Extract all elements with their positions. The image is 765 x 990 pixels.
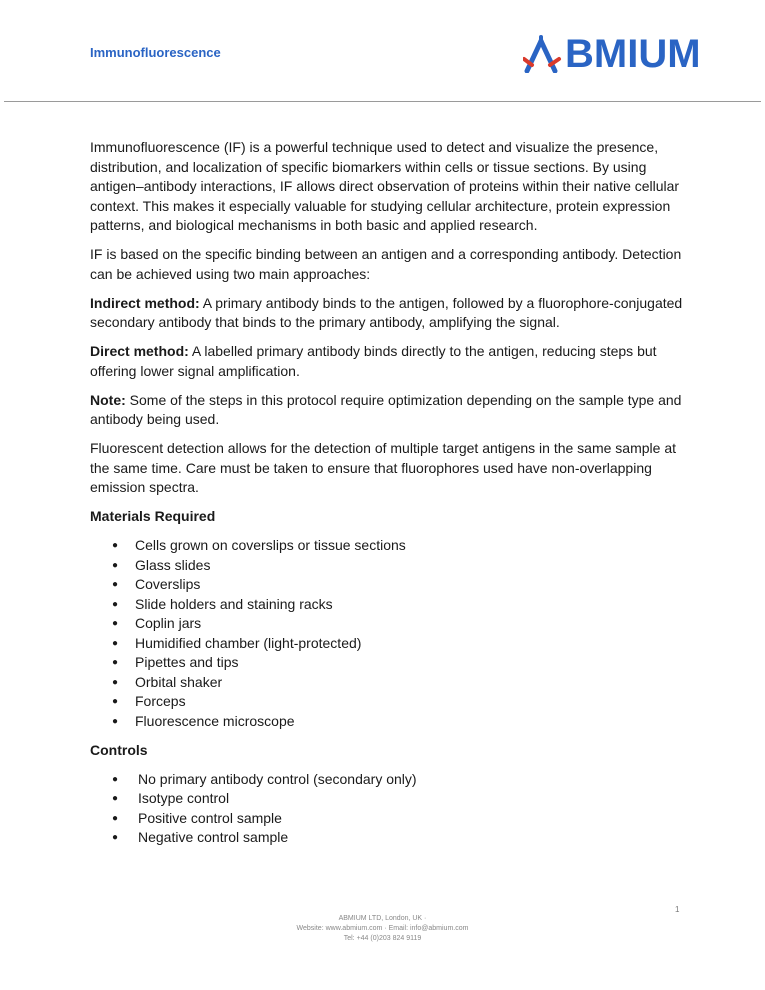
logo-wordmark: BMIUM [565, 32, 701, 76]
list-item: ● Negative control sample [90, 828, 690, 848]
page-footer [0, 914, 765, 944]
company-logo [523, 34, 701, 74]
materials-heading: Materials Required [90, 508, 216, 524]
list-item: ● Orbital shaker [90, 673, 690, 693]
antibody-logo-icon [523, 35, 563, 73]
note-text: Some of the steps in this protocol require optimization depending on the sample type and antibody being used. [90, 391, 682, 427]
direct-method-label: Direct method: [90, 343, 189, 359]
list-item: ● Fluorescence microscope [90, 712, 690, 732]
intro-paragraph: Immunofluorescence (IF) is a powerful technique used to detect and visualize the presence, distribution, and localization of specific biomarkers within cells or tissue sections. By using antigen–antibody interactions, IF allows direct observation of proteins within their native cellular context. This makes it especially valuable for studying cellular architecture, protein expression patterns, and biological mechanisms in both basic and applied research. [90, 139, 680, 233]
indirect-method-label: Indirect method: [90, 294, 200, 311]
fluorescent-paragraph: Fluorescent detection allows for the detection of multiple target antigens in the same sample at the same time. Care must be taken to ensure that fluorophores used have non-overlapping emission spectra. [90, 440, 676, 495]
list-item: ● Humidified chamber (light-protected) [90, 634, 690, 654]
page-number: 1 [675, 905, 680, 914]
indirect-method-paragraph [90, 294, 690, 333]
indirect-method-text: A primary antibody binds to the antigen, followed by a fluorophore-conjugated secondary antibody that binds to the primary antibody, amplifying the signal. [90, 294, 683, 330]
direct-method-paragraph [90, 342, 690, 381]
footer-phone: Tel: +44 (0)203 824 9119 [343, 935, 422, 942]
list-item: ● Positive control sample [90, 809, 690, 829]
list-item: ● Forceps [90, 692, 690, 712]
list-item: ● Coplin jars [90, 614, 690, 634]
list-item: ● Pipettes and tips [90, 653, 690, 673]
list-item: ● Glass slides [90, 556, 690, 576]
note-label: Note: [90, 391, 126, 408]
header-divider [4, 101, 761, 102]
document-title: Immunofluorescence [90, 45, 221, 60]
list-item: ● Slide holders and staining racks [90, 595, 690, 615]
list-item: ● Coverslips [90, 575, 690, 595]
footer-contact: Website: www.abmium.com · Email: info@abmium.com [296, 925, 469, 932]
materials-list [90, 536, 690, 731]
list-item: ● No primary antibody control (secondary only) [90, 770, 690, 790]
controls-list [90, 770, 690, 848]
direct-method-text: A labelled primary antibody binds directly to the antigen, reducing steps but offering lower signal amplification. [90, 343, 657, 379]
footer-address: ABMIUM LTD, London, UK · [338, 915, 427, 922]
controls-heading: Controls [90, 741, 148, 758]
basis-paragraph: IF is based on the specific binding between an antigen and a corresponding antibody. Detection can be achieved using two main approaches: [90, 246, 682, 282]
document-body [90, 138, 690, 857]
list-item: ● Isotype control [90, 789, 690, 809]
list-item: ● Cells grown on coverslips or tissue sections [90, 536, 690, 556]
note-paragraph [90, 391, 690, 430]
